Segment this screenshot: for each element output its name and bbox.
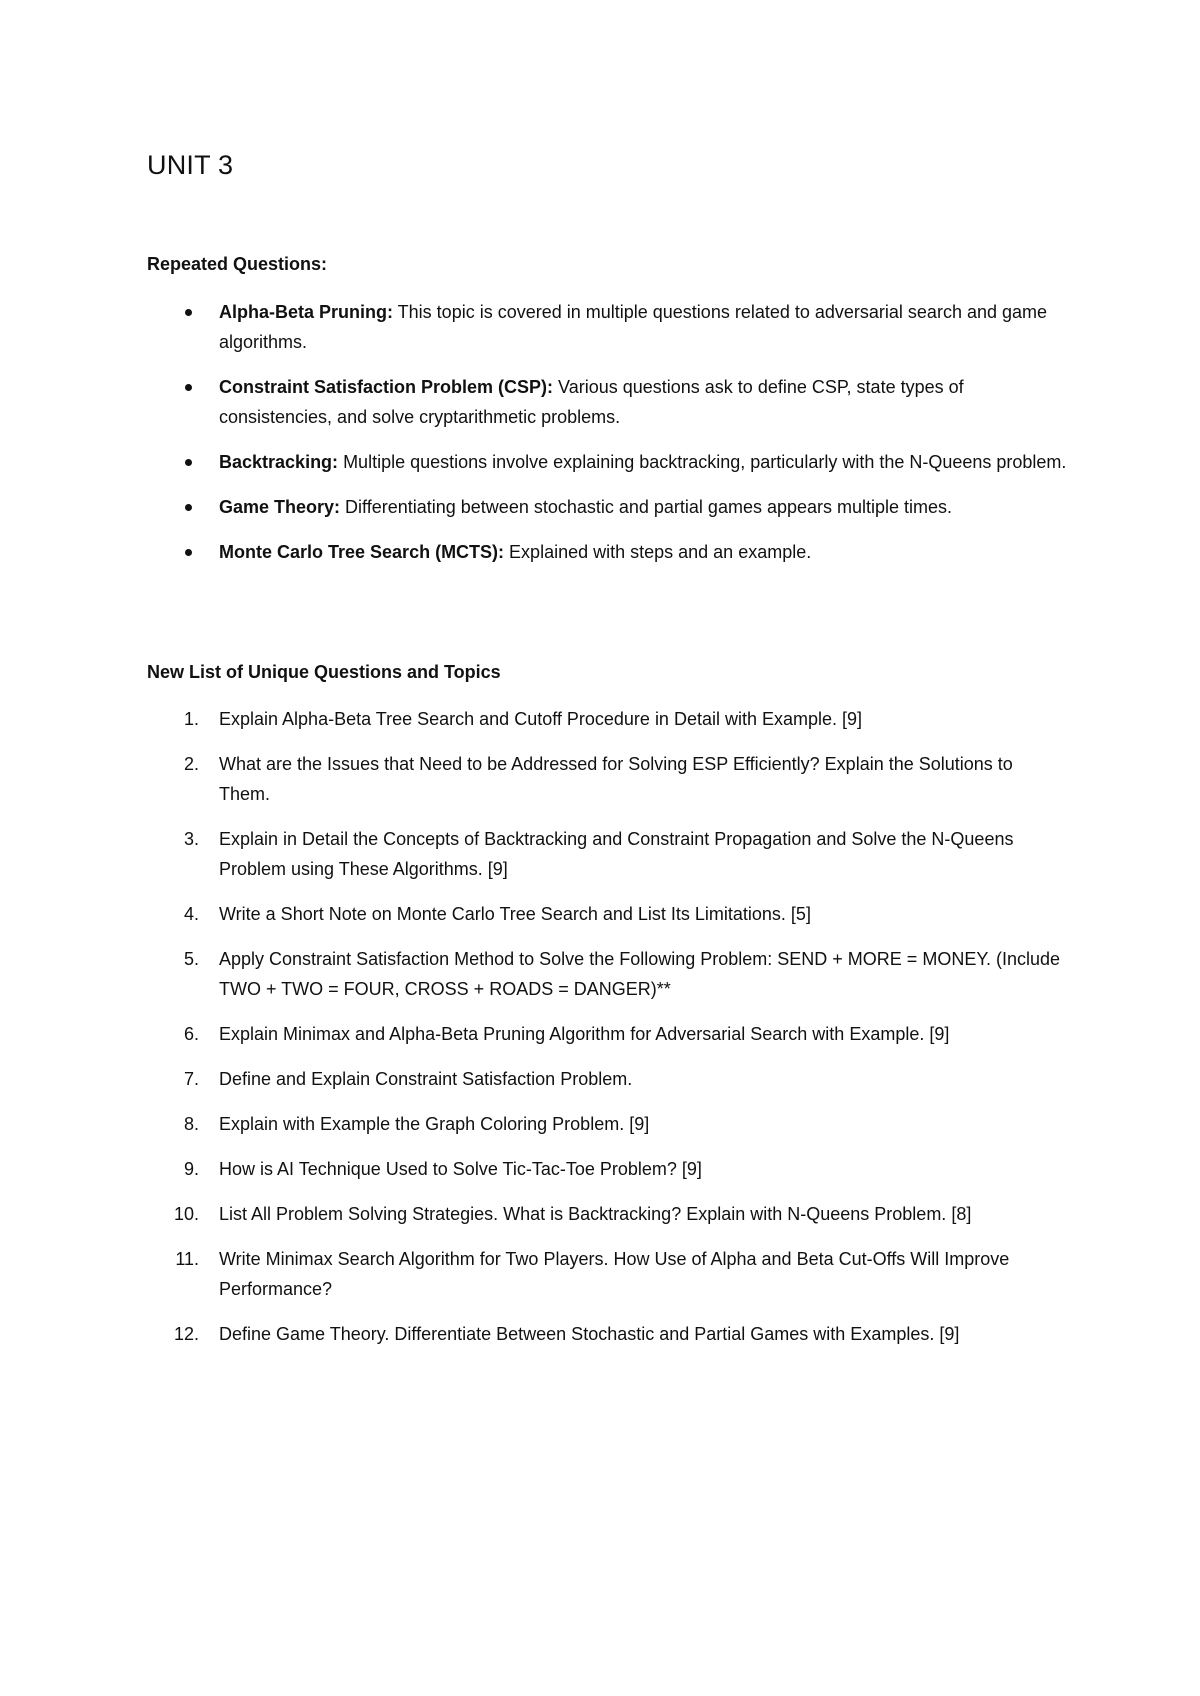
item-number: 12. xyxy=(173,1324,199,1344)
bullet-term: Backtracking: xyxy=(219,452,339,472)
unique-questions-heading: New List of Unique Questions and Topics xyxy=(147,662,501,682)
list-item xyxy=(147,824,1067,884)
item-number: 7. xyxy=(183,1069,199,1089)
item-number: 6. xyxy=(183,1024,199,1044)
bullet-icon xyxy=(185,309,192,316)
question-text: Define and Explain Constraint Satisfaction Problem. xyxy=(219,1069,633,1089)
list-item xyxy=(147,749,1067,809)
item-number: 3. xyxy=(183,829,199,849)
question-text: Explain Minimax and Alpha-Beta Pruning Algorithm for Adversarial Search with Example. [9] xyxy=(219,1024,950,1044)
question-text: List All Problem Solving Strategies. What is Backtracking? Explain with N-Queens Problem. [8] xyxy=(219,1204,972,1224)
bullet-text: Differentiating between stochastic and partial games appears multiple times. xyxy=(340,497,953,517)
list-item xyxy=(147,297,1067,357)
repeated-questions-heading: Repeated Questions: xyxy=(147,254,328,274)
page-title: UNIT 3 xyxy=(147,150,234,180)
bullet-term: Constraint Satisfaction Problem (CSP): xyxy=(219,377,554,397)
item-number: 2. xyxy=(183,754,199,774)
list-item xyxy=(147,1244,1067,1304)
list-item xyxy=(147,704,1067,734)
bullet-term: Monte Carlo Tree Search (MCTS): xyxy=(219,542,505,562)
bullet-icon xyxy=(185,549,192,556)
question-text: Apply Constraint Satisfaction Method to Solve the Following Problem: SEND + MORE = MONEY. (Include TWO + TWO = FOUR, CROSS + ROADS = DANGER)** xyxy=(219,949,1061,999)
item-number: 8. xyxy=(183,1114,199,1134)
bullet-icon xyxy=(185,384,192,391)
unique-questions-list xyxy=(147,704,1067,1364)
list-item xyxy=(147,1199,1067,1229)
question-text: Explain in Detail the Concepts of Backtracking and Constraint Propagation and Solve the N-Queens Problem using These Algorithms. [9] xyxy=(219,829,1014,879)
bullet-text: This topic is covered in multiple questions related to adversarial search and game algorithms. xyxy=(219,302,1048,352)
question-text: Explain Alpha-Beta Tree Search and Cutoff Procedure in Detail with Example. [9] xyxy=(219,709,863,729)
bullet-term: Alpha-Beta Pruning: xyxy=(219,302,393,322)
item-number: 4. xyxy=(183,904,199,924)
list-item xyxy=(147,1064,1067,1094)
bullet-text: Multiple questions involve explaining backtracking, particularly with the N-Queens problem. xyxy=(338,452,1067,472)
list-item xyxy=(147,447,1067,477)
list-item xyxy=(147,492,1067,522)
bullet-term: Game Theory: xyxy=(219,497,341,517)
question-text: How is AI Technique Used to Solve Tic-Tac-Toe Problem? [9] xyxy=(219,1159,702,1179)
item-number: 9. xyxy=(183,1159,199,1179)
question-text: Write a Short Note on Monte Carlo Tree Search and List Its Limitations. [5] xyxy=(219,904,811,924)
bullet-icon xyxy=(185,504,192,511)
bullet-text: Various questions ask to define CSP, state types of consistencies, and solve cryptarithmetic problems. xyxy=(219,377,964,427)
bullet-icon xyxy=(185,459,192,466)
item-number: 5. xyxy=(183,949,199,969)
list-item xyxy=(147,944,1067,1004)
list-item xyxy=(147,1019,1067,1049)
repeated-questions-list xyxy=(147,297,1067,582)
item-number: 10. xyxy=(173,1204,199,1224)
question-text: Explain with Example the Graph Coloring Problem. [9] xyxy=(219,1114,650,1134)
bullet-text: Explained with steps and an example. xyxy=(504,542,812,562)
item-number: 11. xyxy=(175,1249,199,1269)
question-text: What are the Issues that Need to be Addressed for Solving ESP Efficiently? Explain the Solutions to Them. xyxy=(219,754,1013,804)
list-item xyxy=(147,1109,1067,1139)
question-text: Write Minimax Search Algorithm for Two Players. How Use of Alpha and Beta Cut-Offs Will Improve Performance? xyxy=(219,1249,1010,1299)
list-item xyxy=(147,899,1067,929)
item-number: 1. xyxy=(183,709,199,729)
list-item xyxy=(147,1154,1067,1184)
question-text: Define Game Theory. Differentiate Between Stochastic and Partial Games with Examples. [9] xyxy=(219,1324,960,1344)
list-item xyxy=(147,372,1067,432)
list-item xyxy=(147,537,1067,567)
list-item xyxy=(147,1319,1067,1349)
